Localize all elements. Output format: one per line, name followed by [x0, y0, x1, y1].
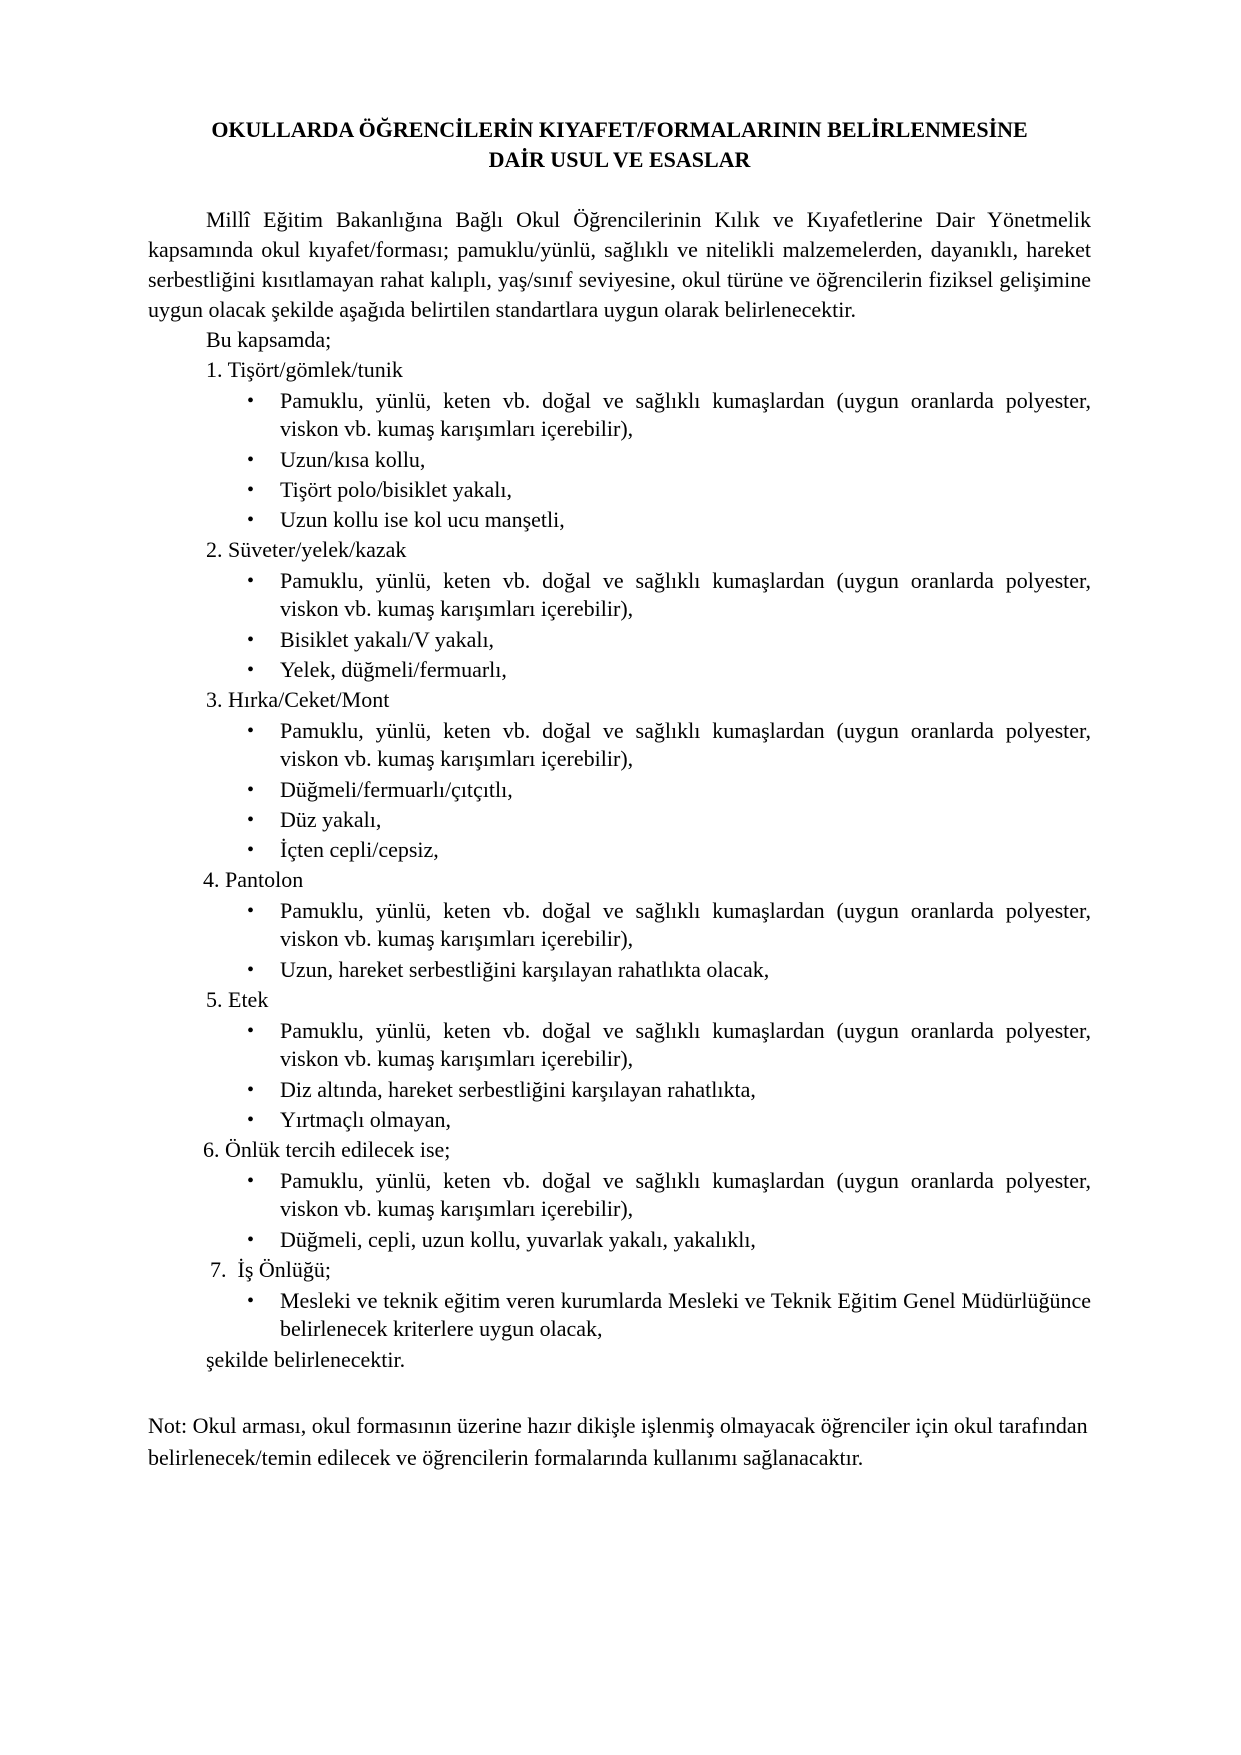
- closing-line: şekilde belirlenecektir.: [206, 1347, 406, 1372]
- list-item-text: Uzun kollu ise kol ucu manşetli,: [280, 507, 565, 532]
- list-item: [148, 835, 1091, 865]
- bullet-icon: •: [247, 1170, 255, 1192]
- list-item-text: Uzun, hareket serbestliğini karşılayan rahatlıkta olacak,: [280, 957, 770, 982]
- list-item-text: Pamuklu, yünlü, keten vb. doğal ve sağlıklı kumaşlardan (uygun oranlarda polyester, viskon vb. kumaş karışımları içerebilir),: [280, 568, 1091, 621]
- list-item: [148, 505, 1091, 535]
- list-item-text: Mesleki ve teknik eğitim veren kurumlarda Mesleki ve Teknik Eğitim Genel Müdürlüğünce belirlenecek kriterlere uygun olacak,: [280, 1288, 1091, 1341]
- title-line-2: DAİR USUL VE ESASLAR: [488, 147, 751, 172]
- list-item: [148, 1017, 1091, 1073]
- note-paragraph: Not: Okul arması, okul formasının üzerine hazır dikişle işlenmiş olmayacak öğrenciler için okul tarafından belirlenecek/temin edilecek ve öğrencilerin formalarında kullanımı sağlanacaktır.: [148, 1413, 1088, 1470]
- bullet-icon: •: [247, 659, 255, 681]
- section-4: [148, 865, 1091, 985]
- list-item-text: Pamuklu, yünlü, keten vb. doğal ve sağlıklı kumaşlardan (uygun oranlarda polyester, viskon vb. kumaş karışımları içerebilir),: [280, 718, 1091, 771]
- list-item-text: Bisiklet yakalı/V yakalı,: [280, 627, 495, 652]
- bullet-list: [148, 717, 1091, 865]
- list-item: [148, 1105, 1091, 1135]
- list-item: [148, 387, 1091, 443]
- bullet-icon: •: [247, 959, 255, 981]
- list-item-text: Uzun/kısa kollu,: [280, 447, 426, 472]
- bullet-icon: •: [247, 779, 255, 801]
- scope-line: Bu kapsamda;: [206, 327, 332, 352]
- section-heading: 6. Önlük tercih edilecek ise;: [203, 1137, 451, 1162]
- list-item: [148, 445, 1091, 475]
- list-item: [148, 655, 1091, 685]
- list-item-text: Pamuklu, yünlü, keten vb. doğal ve sağlıklı kumaşlardan (uygun oranlarda polyester, viskon vb. kumaş karışımları içerebilir),: [280, 898, 1091, 951]
- list-item-text: İçten cepli/cepsiz,: [280, 837, 439, 862]
- list-item: [148, 1075, 1091, 1105]
- list-item: [148, 775, 1091, 805]
- section-heading: 2. Süveter/yelek/kazak: [206, 537, 407, 562]
- bullet-list: [148, 1017, 1091, 1135]
- list-item: [148, 805, 1091, 835]
- section-heading: 3. Hırka/Ceket/Mont: [206, 687, 390, 712]
- list-item-text: Tişört polo/bisiklet yakalı,: [280, 477, 513, 502]
- bullet-icon: •: [247, 839, 255, 861]
- section-3: [148, 685, 1091, 865]
- list-item: [148, 717, 1091, 773]
- list-item-text: Pamuklu, yünlü, keten vb. doğal ve sağlıklı kumaşlardan (uygun oranlarda polyester, viskon vb. kumaş karışımları içerebilir),: [280, 1168, 1091, 1221]
- bullet-icon: •: [247, 720, 255, 742]
- list-item-text: Pamuklu, yünlü, keten vb. doğal ve sağlıklı kumaşlardan (uygun oranlarda polyester, viskon vb. kumaş karışımları içerebilir),: [280, 1018, 1091, 1071]
- list-item: [148, 475, 1091, 505]
- bullet-icon: •: [247, 509, 255, 531]
- document-page: [148, 115, 1091, 1496]
- list-item-text: Yırtmaçlı olmayan,: [280, 1107, 452, 1132]
- list-item-text: Düğmeli, cepli, uzun kollu, yuvarlak yakalı, yakalıklı,: [280, 1227, 756, 1252]
- list-item: [148, 1167, 1091, 1223]
- bullet-list: [148, 1167, 1091, 1255]
- list-item-text: Diz altında, hareket serbestliğini karşılayan rahatlıkta,: [280, 1077, 756, 1102]
- bullet-icon: •: [247, 570, 255, 592]
- bullet-icon: •: [247, 1290, 255, 1312]
- section-7: [148, 1255, 1091, 1343]
- title-line-1: OKULLARDA ÖĞRENCİLERİN KIYAFET/FORMALARININ BELİRLENMESİNE: [211, 117, 1028, 142]
- list-item: [148, 897, 1091, 953]
- section-2: [148, 535, 1091, 685]
- section-heading: 4. Pantolon: [203, 867, 304, 892]
- list-item: [148, 955, 1091, 985]
- bullet-icon: •: [247, 900, 255, 922]
- bullet-icon: •: [247, 1109, 255, 1131]
- list-item-text: Düğmeli/fermuarlı/çıtçıtlı,: [280, 777, 513, 802]
- bullet-list: [148, 1287, 1091, 1343]
- bullet-icon: •: [247, 390, 255, 412]
- bullet-list: [148, 387, 1091, 535]
- bullet-icon: •: [247, 479, 255, 501]
- list-item: [148, 625, 1091, 655]
- bullet-icon: •: [247, 449, 255, 471]
- list-item-text: Düz yakalı,: [280, 807, 382, 832]
- bullet-list: [148, 567, 1091, 685]
- intro-paragraph: Millî Eğitim Bakanlığına Bağlı Okul Öğrencilerinin Kılık ve Kıyafetlerine Dair Yönetmelik kapsamında okul kıyafet/forması; pamuklu/yünlü, sağlıklı ve nitelikli malzemelerden, dayanıklı, hareket serbestliğini kısıtlamayan rahat kalıplı, yaş/sınıf seviyesine, okul türüne ve öğrencilerin fiziksel gelişimine uygun olacak şekilde aşağıda belirtilen standartlara uygun olarak belirlenecektir.: [148, 207, 1091, 322]
- list-item-text: Pamuklu, yünlü, keten vb. doğal ve sağlıklı kumaşlardan (uygun oranlarda polyester, viskon vb. kumaş karışımları içerebilir),: [280, 388, 1091, 441]
- bullet-icon: •: [247, 1020, 255, 1042]
- section-5: [148, 985, 1091, 1135]
- document-title: [148, 115, 1091, 175]
- bullet-icon: •: [247, 629, 255, 651]
- list-item: [148, 1225, 1091, 1255]
- list-item: [148, 567, 1091, 623]
- list-item: [148, 1287, 1091, 1343]
- bullet-icon: •: [247, 809, 255, 831]
- list-item-text: Yelek, düğmeli/fermuarlı,: [280, 657, 507, 682]
- bullet-list: [148, 897, 1091, 985]
- section-6: [148, 1135, 1091, 1255]
- bullet-icon: •: [247, 1079, 255, 1101]
- section-heading: 5. Etek: [206, 987, 269, 1012]
- section-1: [148, 355, 1091, 535]
- section-heading: 7. İş Önlüğü;: [210, 1257, 331, 1282]
- section-heading: 1. Tişört/gömlek/tunik: [206, 357, 403, 382]
- bullet-icon: •: [247, 1229, 255, 1251]
